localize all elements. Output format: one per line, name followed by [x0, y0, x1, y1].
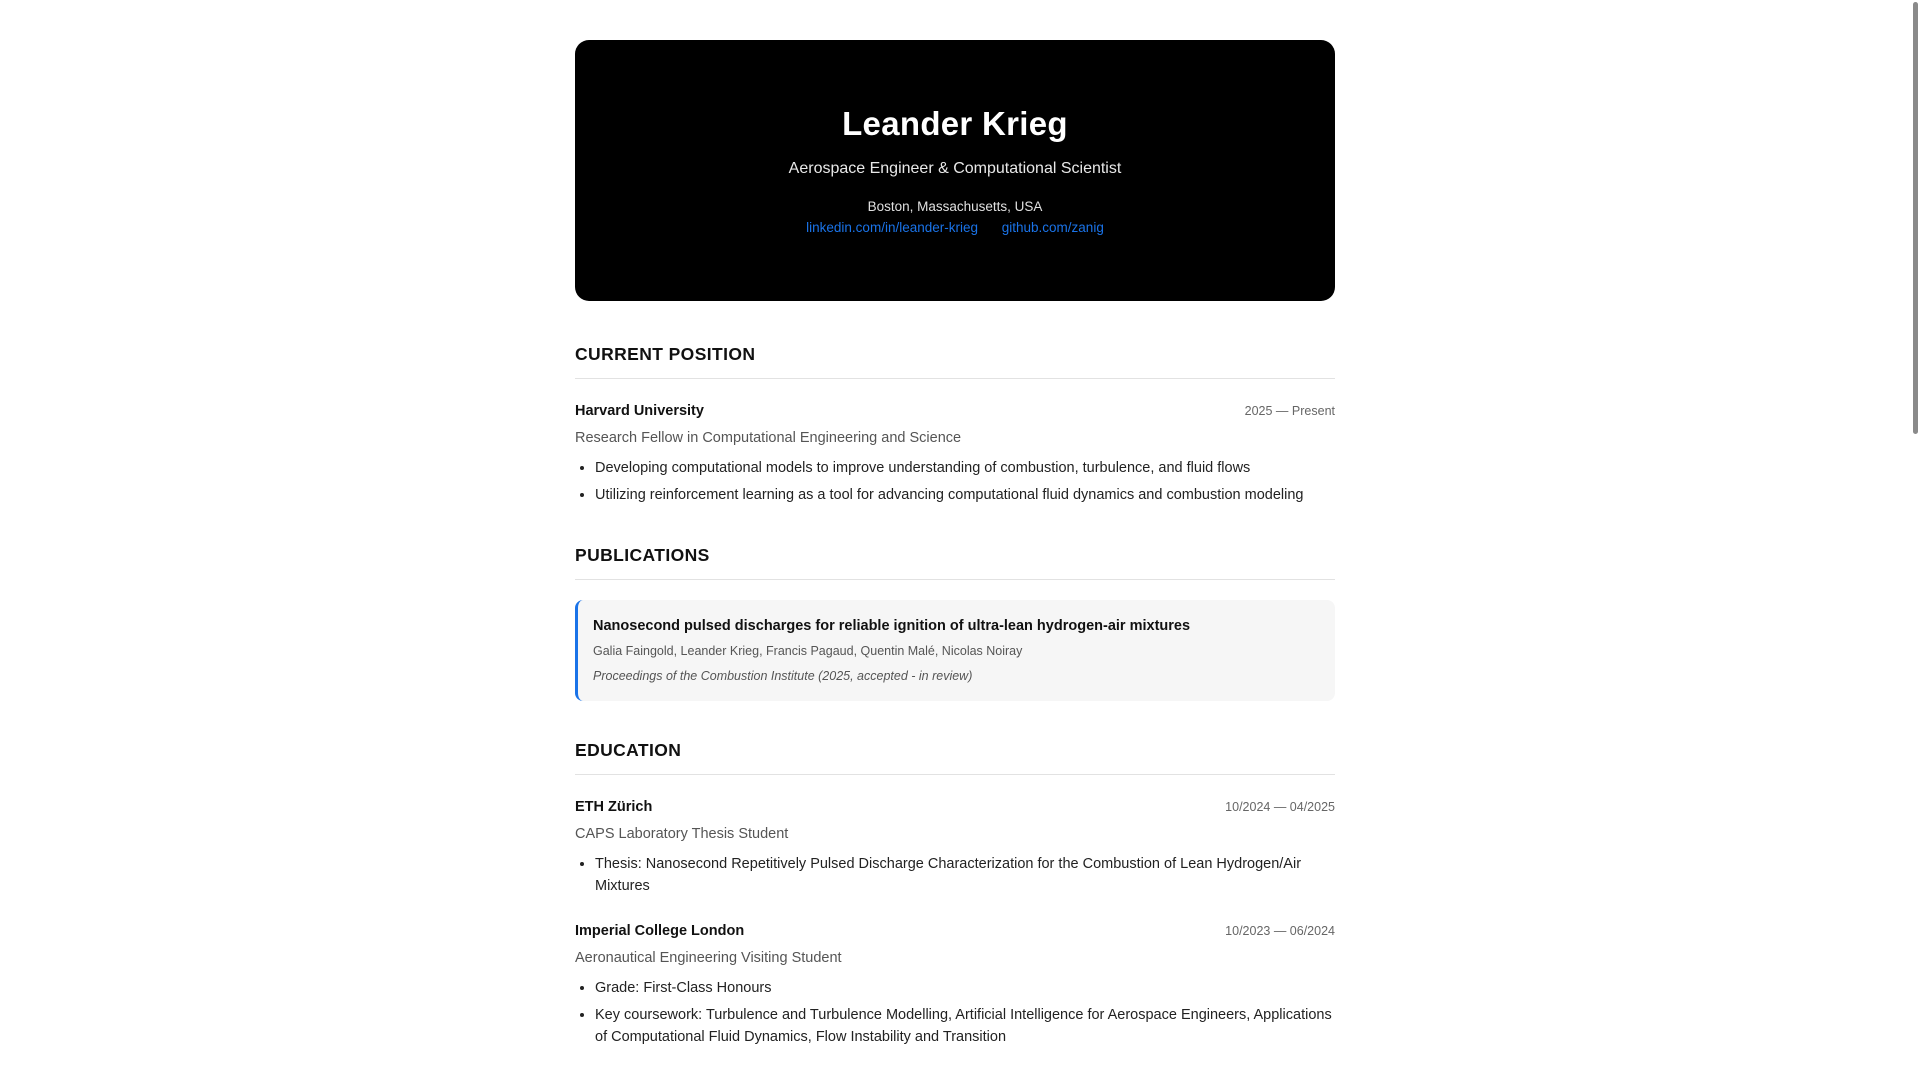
- vertical-scrollbar[interactable]: [1911, 0, 1920, 1080]
- profile-location: Boston, Massachusetts, USA: [867, 199, 1043, 214]
- entry-bullets: [575, 977, 1335, 1048]
- entry-header: [575, 799, 1335, 815]
- profile-name: Leander Krieg: [842, 105, 1068, 142]
- entry-date: 10/2024 — 04/2025: [1225, 800, 1335, 814]
- section-heading: CURRENT POSITION: [575, 344, 1335, 379]
- list-item: • Developing computational models to improve understanding of combustion, turbulence, and fluid flows: [595, 457, 1335, 479]
- education-section: [575, 740, 1335, 1048]
- list-item: • Thesis: Nanosecond Repetitively Pulsed Discharge Characterization for the Combustion of Lean Hydrogen/Air Mixtures: [595, 853, 1335, 897]
- current-position-section: [575, 344, 1335, 506]
- entry-organization: Imperial College London: [575, 923, 745, 939]
- entry-header: [575, 923, 1335, 939]
- entry-role: Research Fellow in Computational Engineering and Science: [575, 430, 962, 446]
- entry-bullets: [575, 457, 1335, 506]
- publication-venue: Proceedings of the Combustion Institute (2025, accepted - in review): [593, 669, 973, 683]
- entry-role: CAPS Laboratory Thesis Student: [575, 826, 789, 842]
- publications-section: [575, 545, 1335, 701]
- publication-card: [575, 600, 1335, 701]
- entry-organization: Harvard University: [575, 403, 704, 419]
- entry-date: 2025 — Present: [1244, 404, 1335, 418]
- entry-date: 10/2023 — 06/2024: [1225, 924, 1335, 938]
- scrollbar-thumb[interactable]: [1913, 2, 1918, 434]
- entry-organization: ETH Zürich: [575, 799, 653, 815]
- profile-title: Aerospace Engineer & Computational Scientist: [788, 160, 1122, 177]
- list-item: • Grade: First-Class Honours: [595, 977, 1335, 999]
- entry-bullets: [575, 853, 1335, 897]
- list-item: • Utilizing reinforcement learning as a tool for advancing computational fluid dynamics and combustion modeling: [595, 484, 1335, 506]
- list-item: • Key coursework: Turbulence and Turbulence Modelling, Artificial Intelligence for Aerospace Engineers, Applications of Computational Fluid Dynamics, Flow Instability and Transition: [595, 1004, 1335, 1048]
- profile-header: [575, 40, 1335, 301]
- publication-title: Nanosecond pulsed discharges for reliable ignition of ultra-lean hydrogen-air mixtures: [593, 618, 1191, 634]
- education-entry: [575, 923, 1335, 1048]
- github-link[interactable]: github.com/zanig: [1001, 220, 1104, 235]
- linkedin-link[interactable]: linkedin.com/in/leander-krieg: [806, 220, 978, 235]
- position-entry: [575, 403, 1335, 506]
- publication-authors: Galia Faingold, Leander Krieg, Francis Pagaud, Quentin Malé, Nicolas Noiray: [593, 644, 1023, 658]
- education-entry: [575, 799, 1335, 897]
- resume-container: [575, 40, 1335, 1053]
- entry-role: Aeronautical Engineering Visiting Student: [575, 950, 842, 966]
- section-heading: EDUCATION: [575, 740, 1335, 775]
- entry-header: [575, 403, 1335, 419]
- section-heading: PUBLICATIONS: [575, 545, 1335, 580]
- profile-links: [575, 219, 1335, 237]
